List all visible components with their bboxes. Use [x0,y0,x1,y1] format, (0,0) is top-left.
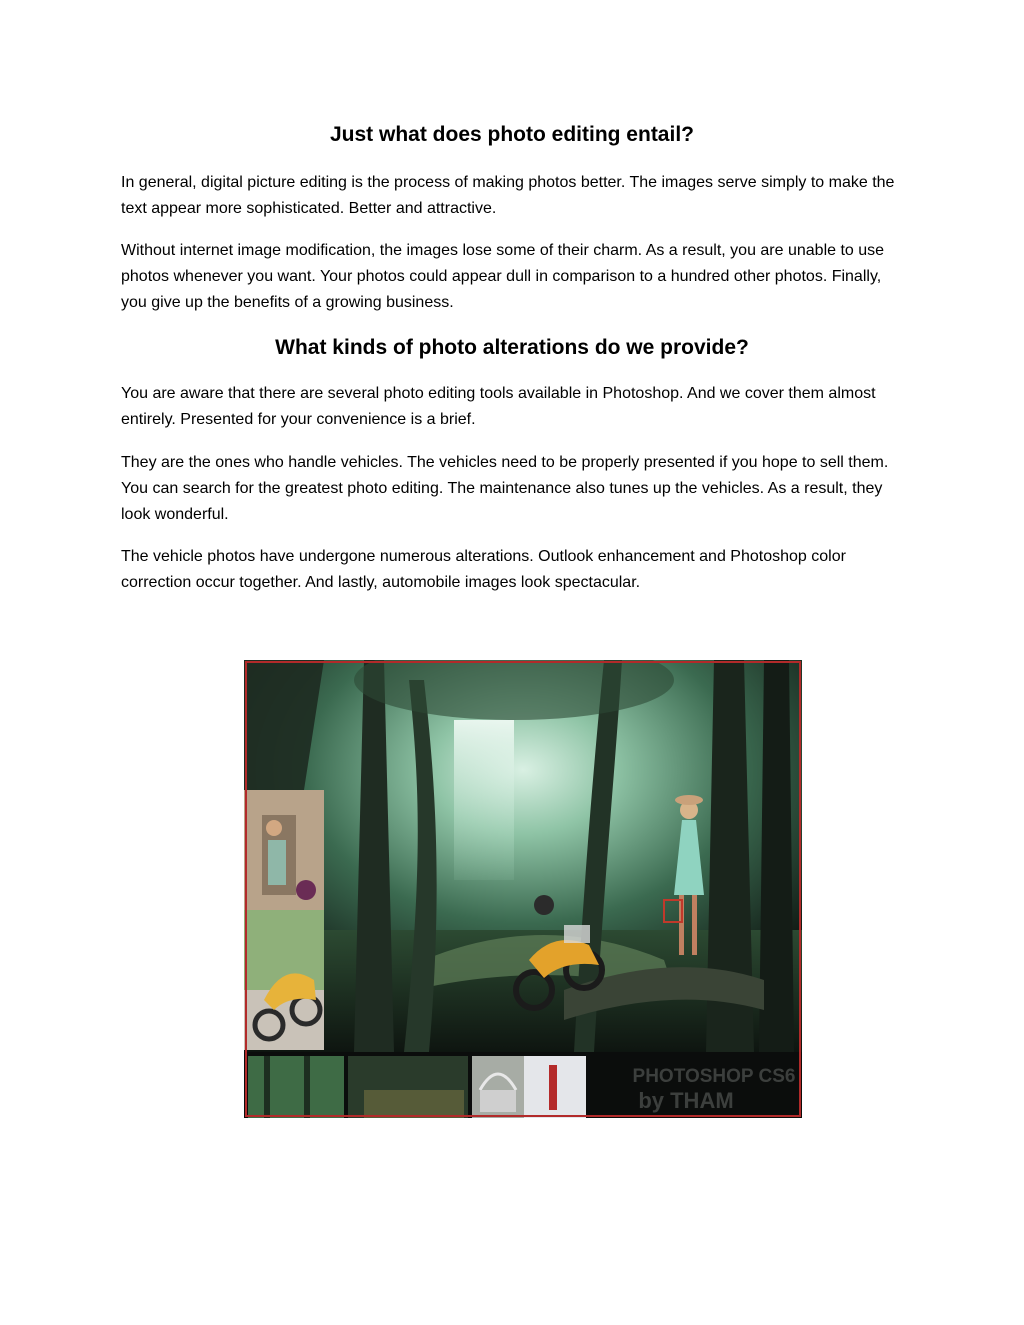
paragraph-vehicle-photos: The vehicle photos have undergone numerous alterations. Outlook enhancement and Photoshop color correction occur together. And lastly, automobile images look spectacular. [121,548,846,591]
helmet [534,895,554,915]
paragraph-definition: In general, digital picture editing is the process of making photos better. The images serve simply to make the text appear more sophisticated. Better and attractive. [121,174,895,217]
heading-photo-editing: Just what does photo editing entail? [329,123,694,146]
watermark-line-1: PHOTOSHOP CS6 [632,1066,796,1087]
waterfall [454,720,514,880]
paragraph-photoshop-tools: You are aware that there are several photo editing tools available in Photoshop. And we cover them almost entirely. Presented for your convenience is a brief. [121,385,876,428]
photo-manipulation-image [244,660,802,1118]
woman-hat [675,795,703,805]
watermark-line-2: by THAM [638,1088,734,1113]
tree-trunk [759,660,794,1052]
heading-photo-alterations: What kinds of photo alterations do we provide? [275,336,749,359]
motorcycle-basket [564,925,590,943]
paragraph-without-editing: Without internet image modification, the images lose some of their charm. As a result, you are unable to use photos whenever you want. Your photos could appear dull in comparison to a hundred other photos. Finally, you give up the benefits of a growing business. [121,242,885,311]
source-photo-forest [248,1056,344,1118]
paragraph-vehicles: They are the ones who handle vehicles. The vehicles need to be properly presented if you hope to sell them. You can search for the greatest photo editing. The maintenance also tunes up the vehicles. As a result, they look wonderful. [121,454,889,523]
